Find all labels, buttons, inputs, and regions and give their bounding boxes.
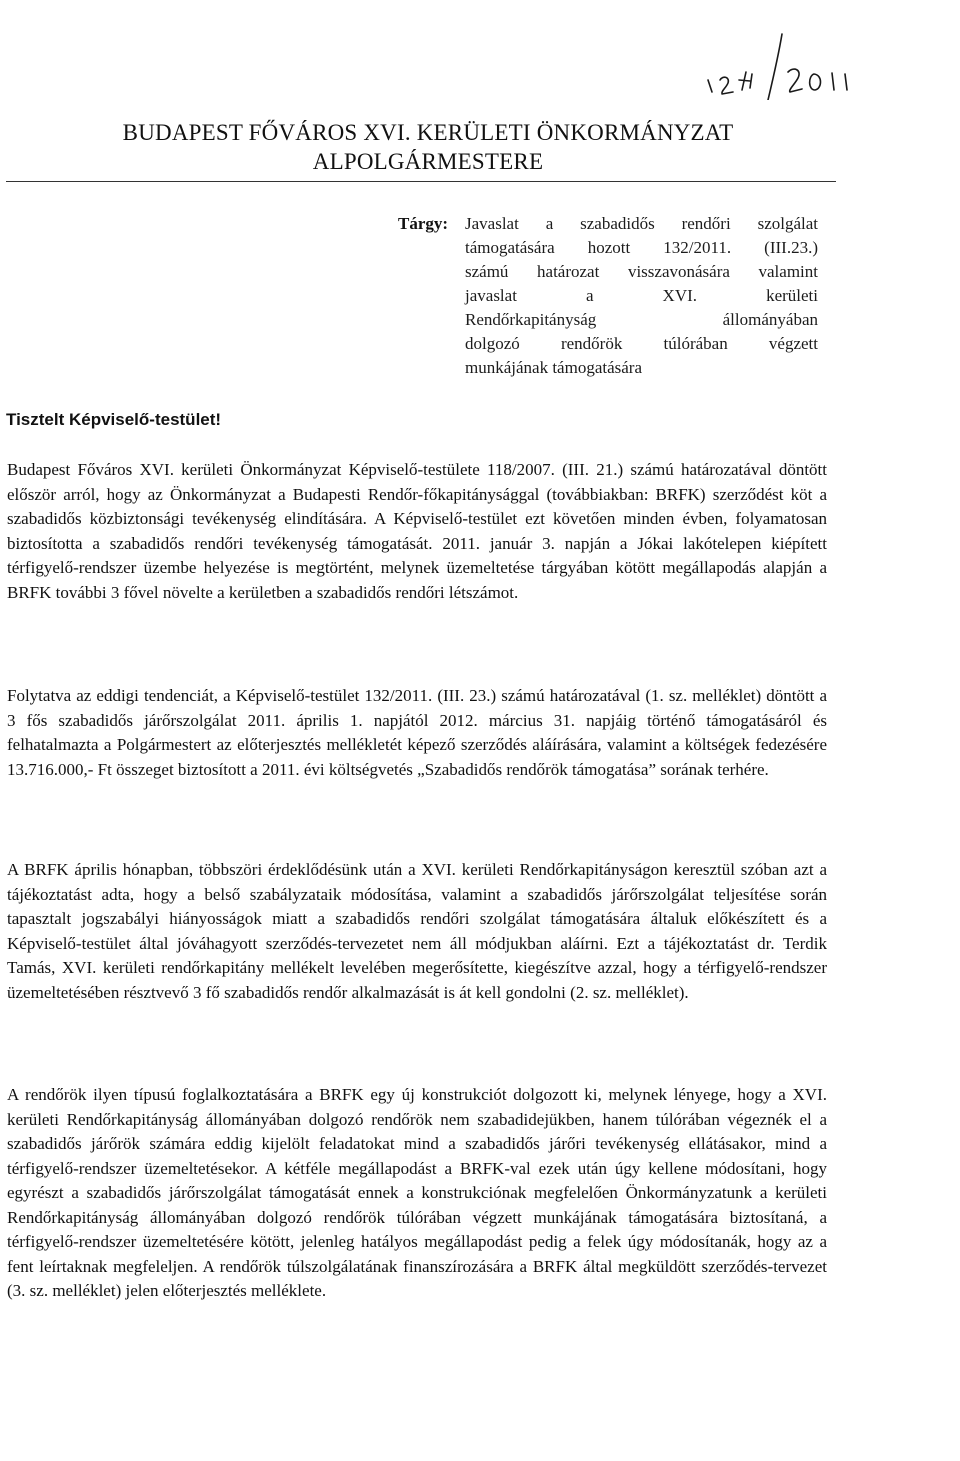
subject-line: támogatására hozott 132/2011. (III.23.) (465, 238, 818, 257)
subject-text (465, 212, 818, 380)
handwritten-file-number (690, 28, 950, 100)
paragraph: Budapest Főváros XVI. kerületi Önkormányzat Képviselő-testülete 118/2007. (III. 21.) számú határozatával döntött először arról, hogy az Önkormányzat a Budapesti Rendőr-főkapitánysággal (továbbiakban: BRFK) szerződést köt a szabadidős közbiztonsági tevékenység elindítására. A Képviselő-testület ezt követően minden évben, folyamatosan biztosította a szabadidős rendőri tevékenység támogatását. 2011. január 3. napján a Jókai lakótelepen kiépített térfigyelő-rendszer üzembe helyezése is megtörtént, melynek üzemeltetése tárgyában kötött megállapodás alapján a BRFK további 3 fővel növelte a kerületben a szabadidős rendőri létszámot. (7, 460, 827, 602)
subject-block (398, 212, 818, 380)
paragraph: A rendőrök ilyen típusú foglalkoztatására a BRFK egy új konstrukciót dolgozott ki, melynek lényege, hogy a XVI. kerületi Rendőrkapitányság állományában dolgozó rendőrök nem szabadidejükben, hanem túlórában végeznék el a szabadidős járőrök számára eddig kijelölt feladatokat mind a szabadidős járőri tevékenység ellátásakor, mind a térfigyelő-rendszer üzemeltetésekor. A kétféle megállapodást a BRFK-val ezek után úgy kellene módosítani, hogy egyrészt a szabadidős járőrszolgálat támogatását ennek a konstrukciónak megfelelően Önkormányzatunk a kerületi Rendőrkapitányság állományában dolgozó rendőrök túlórában végzett munkájának támogatására biztosítaná, a térfigyelő-rendszer üzemeltetésére kötött, jelenleg hatályos megállapodást pedig a felek úgy módosítanák, hogy az a fent leírtaknak megfeleljen. A rendőrök túlszolgálatának finanszírozására a BRFK által megküldött szerződés-tervezet (3. sz. melléklet) jelen előterjesztés melléklete. (7, 1085, 827, 1300)
subject-line: munkájának támogatására (465, 358, 643, 377)
subject-line: dolgozó rendőrök túlórában végzett (465, 334, 818, 353)
header-divider (6, 181, 836, 182)
paragraph: A BRFK április hónapban, többszöri érdeklődésünk után a XVI. kerületi Rendőrkapitányságon keresztül szóban azt a tájékoztatást adta, hogy a belső szabályzataik módosítása, valamint a szabadidős járőrszolgálat teljesítése során tapasztalt jogszabályi hiányosságok miatt a szabadidős rendőri szolgálat támogatására általuk előkészített és a Képviselő-testület által jóváhagyott szerződés-tervezetet nem áll módjukban aláírni. Ezt a tájékoztatást dr. Terdik Tamás, XVI. kerületi rendőrkapitány mellékelt levelében megerősítette, kiegészítve azzal, hogy a térfigyelő-rendszer üzemeltetésében résztvevő 3 fő szabadidős rendőr alkalmazását is át kell gondolni (2. sz. melléklet). (7, 860, 827, 1002)
header-title-line1: BUDAPEST FŐVÁROS XVI. KERÜLETI ÖNKORMÁNYZAT (122, 120, 734, 145)
subject-label: Tárgy: (398, 214, 449, 233)
handwritten-file-number-drawing (690, 28, 950, 100)
document-header (68, 118, 788, 176)
header-title-line2: ALPOLGÁRMESTERE (312, 149, 544, 174)
subject-line: számú határozat visszavonására valamint (465, 262, 818, 281)
paragraph: Folytatva az eddigi tendenciát, a Képviselő-testület 132/2011. (III. 23.) számú határozatával (1. sz. melléklet) döntött a 3 fős szabadidős járőrszolgálat 2011. április 1. napjától 2012. március 31. napjáig történő támogatásáról és felhatalmazta a Polgármestert az előterjesztés mellékletét képező szerződés aláírására, valamint a költségek fedezésére 13.716.000,- Ft összeget biztosított a 2011. évi költségvetés „Szabadidős rendőrök támogatása” sorának terhére. (7, 686, 827, 779)
subject-line: Javaslat a szabadidős rendőri szolgálat (465, 214, 818, 233)
subject-line: Rendőrkapitányság állományában (465, 310, 818, 329)
salutation: Tisztelt Képviselő-testület! (6, 410, 222, 429)
subject-line: javaslat a XVI. kerületi (465, 286, 818, 305)
